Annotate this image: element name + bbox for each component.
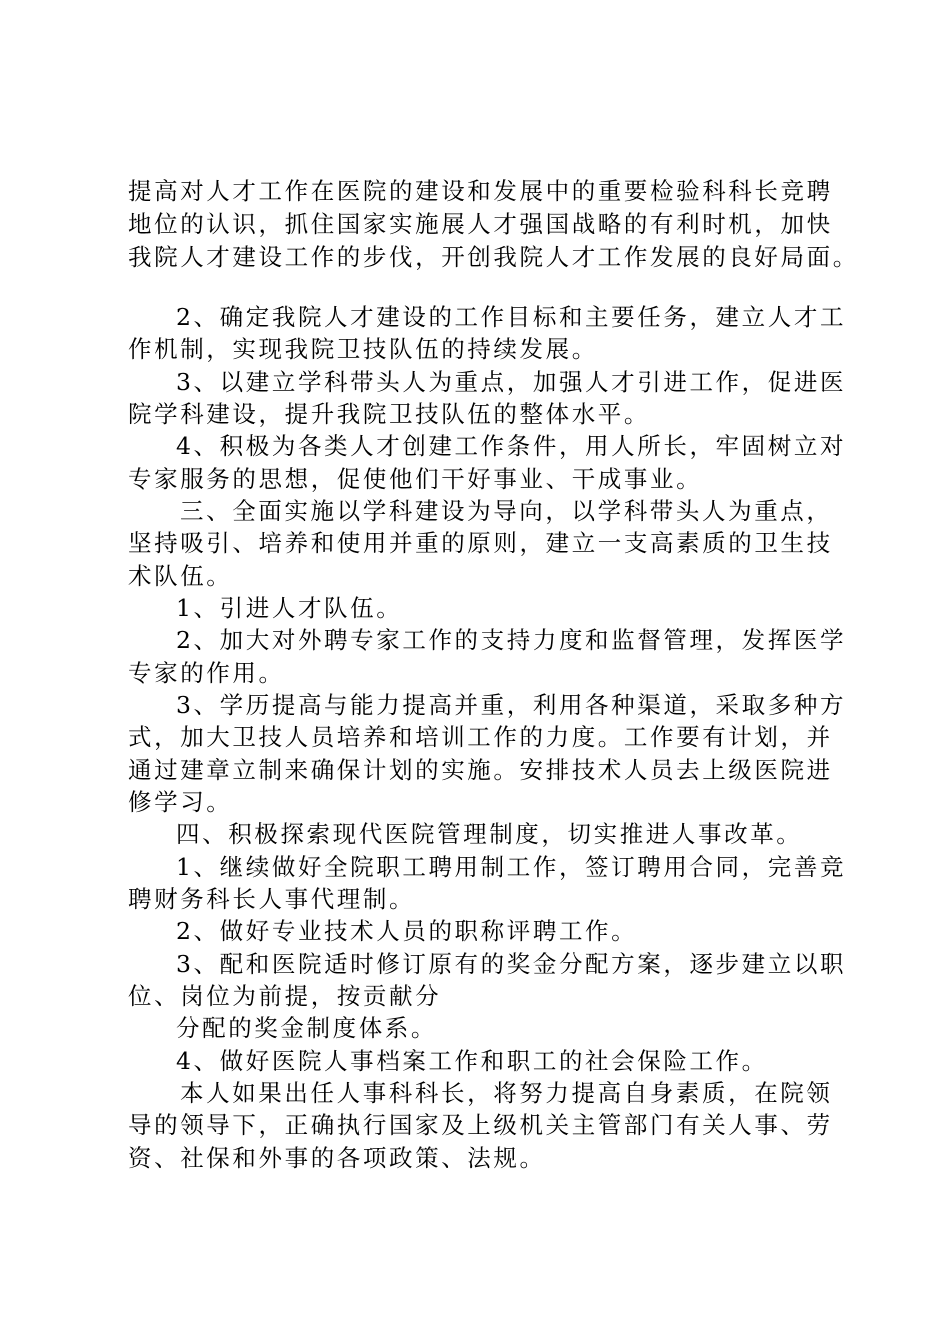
paragraph-line: 2、做好专业技术人员的职称评聘工作。 [176,917,638,945]
paragraph-line: 位、岗位为前提，按贡献分 [128,982,442,1010]
paragraph-line: 我院人才建设工作的步伐，开创我院人才工作发展的良好局面。 [128,243,859,271]
paragraph-line: 资、社保和外事的各项政策、法规。 [128,1144,546,1172]
paragraph-line: 导的领导下，正确执行国家及上级机关主管部门有关人事、劳 [128,1111,833,1139]
paragraph-line: 1、引进人才队伍。 [176,594,403,622]
paragraph-line: 式，加大卫技人员培养和培训工作的力度。工作要有计划，并 [128,723,833,751]
paragraph-line: 3、以建立学科带头人为重点，加强人才引进工作，促进医 [176,368,847,396]
paragraph-line: 地位的认识，抓住国家实施展人才强国战略的有利时机，加快 [128,210,833,238]
paragraph-line: 3、配和医院适时修订原有的奖金分配方案，逐步建立以职 [176,950,847,978]
paragraph-line: 坚持吸引、培养和使用并重的原则，建立一支高素质的卫生技 [128,529,833,557]
paragraph-line: 术队伍。 [128,562,233,590]
paragraph-line: 院学科建设，提升我院卫技队伍的整体水平。 [128,400,650,428]
paragraph-line: 4、积极为各类人才创建工作条件，用人所长，牢固树立对 [176,432,847,460]
paragraph-line: 分配的奖金制度体系。 [176,1014,437,1042]
paragraph-line: 1、继续做好全院职工聘用制工作，签订聘用合同，完善竞 [176,853,847,881]
paragraph-line: 专家的作用。 [128,659,285,687]
paragraph-line: 本人如果出任人事科科长，将努力提高自身素质，在院领 [180,1079,833,1107]
paragraph-line: 提高对人才工作在医院的建设和发展中的重要检验科科长竞聘 [128,177,833,205]
paragraph-line: 作机制，实现我院卫技队伍的持续发展。 [128,335,598,363]
paragraph-line: 聘财务科长人事代理制。 [128,885,416,913]
paragraph-line: 专家服务的思想，促使他们干好事业、干成事业。 [128,465,703,493]
paragraph-line: 4、做好医院人事档案工作和职工的社会保险工作。 [176,1047,768,1075]
paragraph-line: 3、学历提高与能力提高并重，利用各种渠道，采取多种方 [176,691,847,719]
paragraph-line: 三、全面实施以学科建设为导向，以学科带头人为重点， [180,497,833,525]
paragraph-line: 2、加大对外聘专家工作的支持力度和监督管理，发挥医学 [176,626,847,654]
paragraph-line: 修学习。 [128,788,233,816]
paragraph-line: 2、确定我院人才建设的工作目标和主要任务，建立人才工 [176,303,847,331]
paragraph-line: 通过建章立制来确保计划的实施。安排技术人员去上级医院进 [128,756,833,784]
paragraph-line: 四、积极探索现代医院管理制度，切实推进人事改革。 [176,820,803,848]
